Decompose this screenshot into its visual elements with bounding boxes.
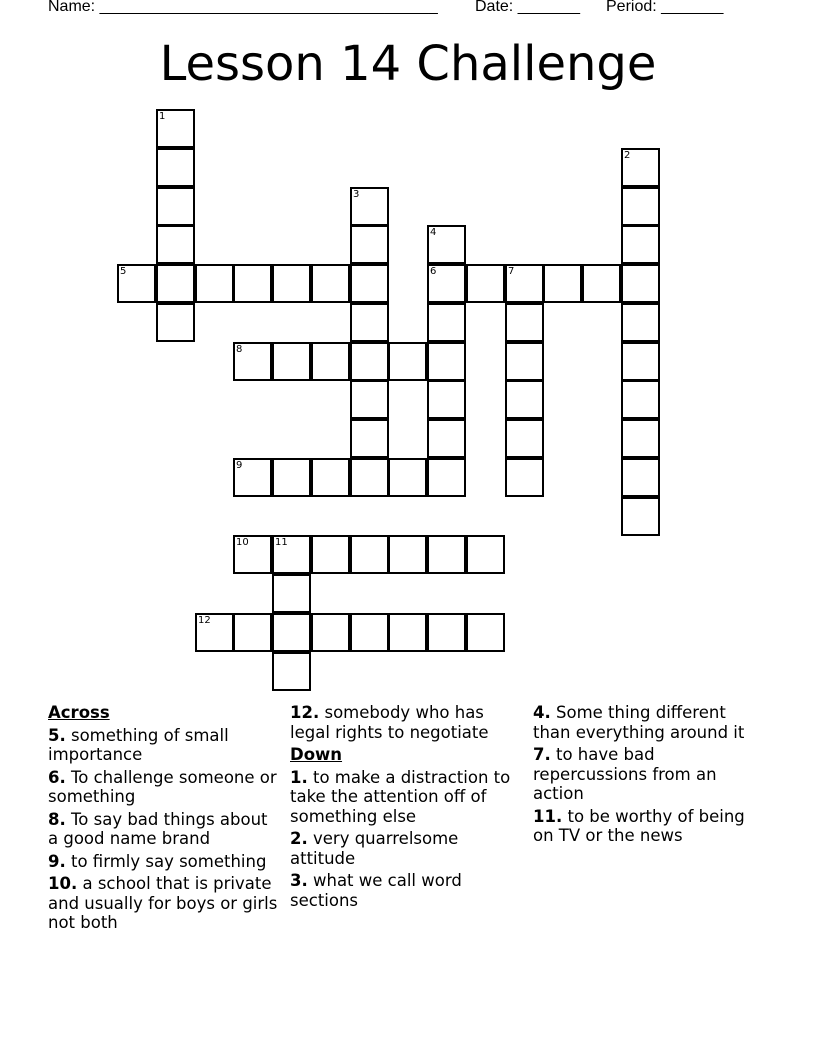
grid-cell[interactable]	[388, 342, 427, 381]
grid-cell[interactable]	[388, 535, 427, 574]
grid-cell[interactable]	[350, 303, 389, 342]
grid-cell[interactable]	[427, 419, 466, 458]
grid-cell[interactable]	[621, 187, 660, 226]
grid-cell[interactable]	[350, 380, 389, 419]
grid-cell[interactable]	[621, 342, 660, 381]
grid-cell[interactable]	[388, 613, 427, 652]
grid-cell[interactable]	[311, 458, 350, 497]
clues-column-1	[48, 703, 280, 936]
grid-cell[interactable]	[233, 342, 272, 381]
grid-cell[interactable]	[427, 264, 466, 303]
grid-cell[interactable]	[195, 613, 234, 652]
grid-cell[interactable]	[350, 187, 389, 226]
grid-cell[interactable]	[272, 264, 311, 303]
clue-across-10: 10. a school that is private and usually for boys or girls not both	[48, 874, 278, 932]
grid-cell[interactable]	[621, 458, 660, 497]
grid-cell[interactable]	[233, 535, 272, 574]
grid-cell[interactable]	[621, 419, 660, 458]
grid-cell[interactable]	[466, 535, 505, 574]
grid-cell[interactable]	[505, 264, 544, 303]
grid-cell[interactable]	[350, 458, 389, 497]
grid-cell[interactable]	[350, 225, 389, 264]
grid-cell[interactable]	[272, 613, 311, 652]
grid-cell[interactable]	[466, 613, 505, 652]
grid-cell[interactable]	[156, 225, 195, 264]
grid-cell[interactable]	[505, 419, 544, 458]
grid-cell[interactable]	[233, 458, 272, 497]
grid-cell[interactable]	[621, 264, 660, 303]
clue-number-12: 12	[198, 615, 211, 626]
clue-down-11: 11. to be worthy of being on TV or the news	[533, 806, 745, 845]
period-field[interactable]: Period: _______	[606, 0, 724, 15]
grid-cell[interactable]	[621, 497, 660, 536]
grid-cell[interactable]	[350, 613, 389, 652]
grid-cell[interactable]	[388, 458, 427, 497]
grid-cell[interactable]	[427, 225, 466, 264]
grid-cell[interactable]	[311, 342, 350, 381]
grid-cell[interactable]	[466, 264, 505, 303]
grid-cell[interactable]	[427, 380, 466, 419]
clue-number-10: 10	[236, 537, 249, 548]
clues-column-2	[290, 703, 522, 913]
clue-across-9: 9. to firmly say something	[48, 851, 267, 871]
grid-cell[interactable]	[272, 535, 311, 574]
grid-cell[interactable]	[350, 342, 389, 381]
student-info-line	[48, 0, 788, 20]
clue-number-11: 11	[275, 537, 288, 548]
clue-across-12: 12. somebody who has legal rights to negotiate	[290, 703, 489, 742]
grid-cell[interactable]	[427, 342, 466, 381]
clue-down-2: 2. very quarrelsome attitude	[290, 829, 459, 868]
grid-cell[interactable]	[427, 613, 466, 652]
grid-cell[interactable]	[350, 535, 389, 574]
grid-cell[interactable]	[156, 303, 195, 342]
grid-cell[interactable]	[505, 458, 544, 497]
clue-number-3: 3	[353, 189, 360, 200]
grid-cell[interactable]	[582, 264, 621, 303]
grid-cell[interactable]	[272, 458, 311, 497]
clue-down-7: 7. to have bad repercussions from an action	[533, 745, 717, 803]
clue-across-5: 5. something of small importance	[48, 725, 229, 764]
clue-number-8: 8	[236, 344, 243, 355]
date-field[interactable]: Date: _______	[475, 0, 580, 15]
down-heading: Down	[290, 745, 343, 764]
grid-cell[interactable]	[272, 342, 311, 381]
clues-column-3	[533, 703, 765, 849]
grid-cell[interactable]	[621, 380, 660, 419]
grid-cell[interactable]	[427, 303, 466, 342]
grid-cell[interactable]	[156, 264, 195, 303]
clue-number-1: 1	[159, 111, 166, 122]
grid-cell[interactable]	[272, 574, 311, 613]
grid-cell[interactable]	[621, 225, 660, 264]
clue-number-6: 6	[430, 266, 437, 277]
grid-cell[interactable]	[156, 109, 195, 148]
grid-cell[interactable]	[350, 419, 389, 458]
page-title: Lesson 14 Challenge	[159, 36, 657, 92]
grid-cell[interactable]	[427, 535, 466, 574]
grid-cell[interactable]	[505, 303, 544, 342]
grid-cell[interactable]	[233, 613, 272, 652]
grid-cell[interactable]	[195, 264, 234, 303]
clue-down-1: 1. to make a distraction to take the attention off of something else	[290, 767, 511, 826]
clue-down-3: 3. what we call word sections	[290, 871, 462, 910]
grid-cell[interactable]	[156, 187, 195, 226]
grid-cell[interactable]	[621, 303, 660, 342]
clue-number-4: 4	[430, 227, 437, 238]
clue-down-4: 4. Some thing different than everything around it	[533, 703, 745, 742]
grid-cell[interactable]	[350, 264, 389, 303]
clue-number-2: 2	[624, 150, 631, 161]
grid-cell[interactable]	[505, 342, 544, 381]
grid-cell[interactable]	[117, 264, 156, 303]
grid-cell[interactable]	[272, 652, 311, 691]
grid-cell[interactable]	[543, 264, 582, 303]
clue-number-7: 7	[508, 266, 515, 277]
grid-cell[interactable]	[427, 458, 466, 497]
grid-cell[interactable]	[311, 264, 350, 303]
grid-cell[interactable]	[621, 148, 660, 187]
clue-number-5: 5	[120, 266, 127, 277]
grid-cell[interactable]	[156, 148, 195, 187]
grid-cell[interactable]	[311, 613, 350, 652]
clue-number-9: 9	[236, 460, 243, 471]
across-heading: Across	[48, 703, 110, 722]
grid-cell[interactable]	[311, 535, 350, 574]
clue-across-6: 6. To challenge someone or something	[48, 767, 277, 806]
grid-cell[interactable]	[505, 380, 544, 419]
grid-cell[interactable]	[233, 264, 272, 303]
name-field[interactable]: Name: ______________________________________	[48, 0, 438, 15]
clue-across-8: 8. To say bad things about a good name brand	[48, 809, 268, 848]
